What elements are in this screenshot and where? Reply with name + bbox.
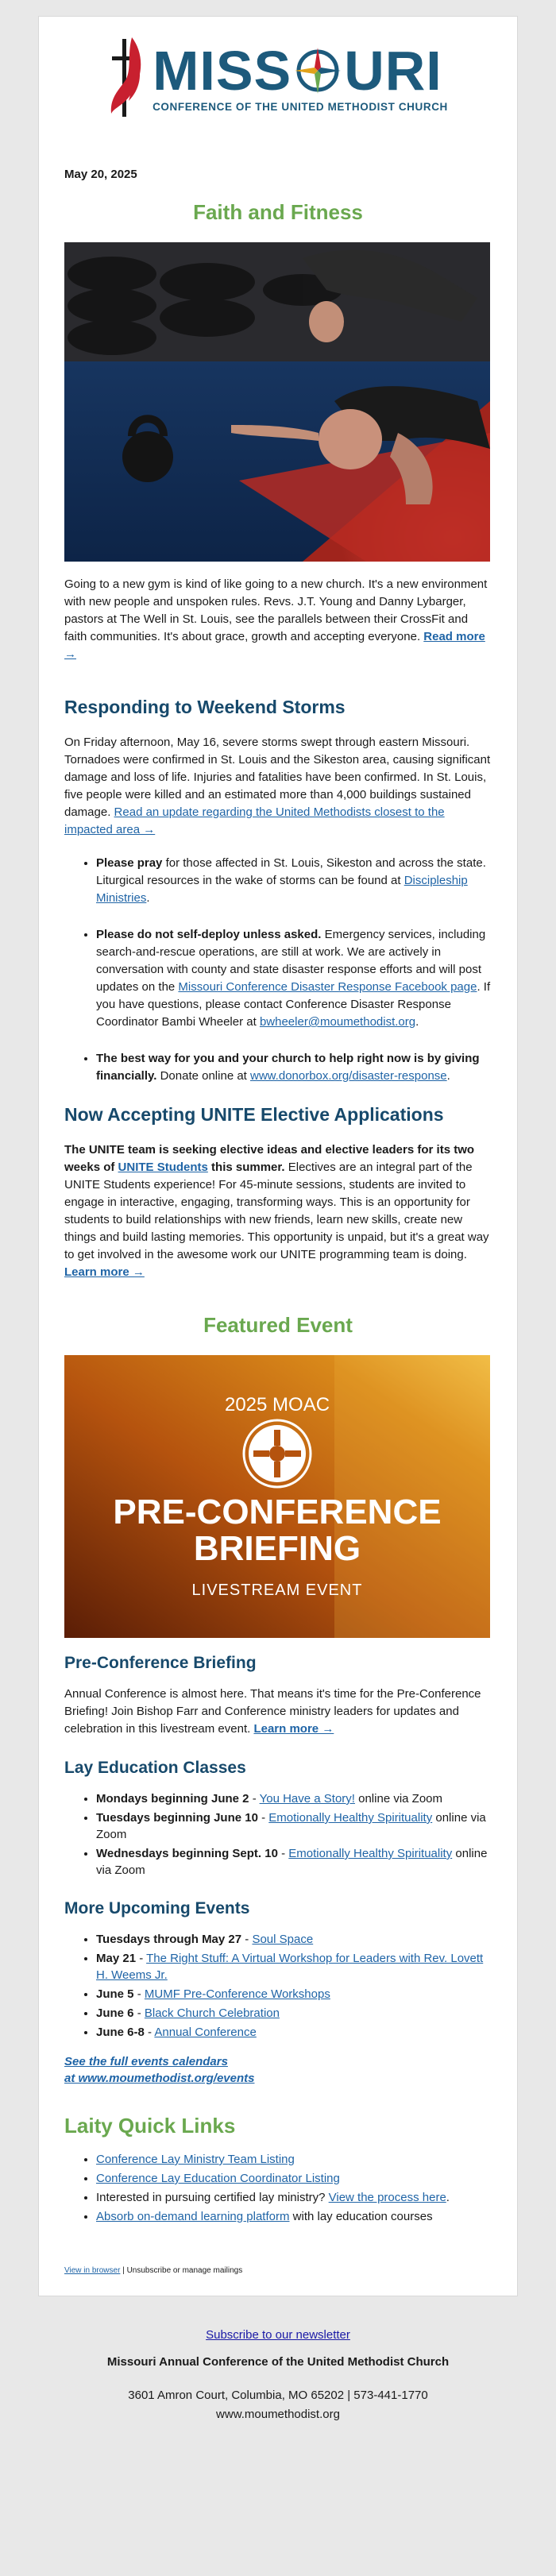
laity-link-item bbox=[96, 2151, 492, 2168]
faith-read-more-link[interactable]: Read more → bbox=[64, 630, 485, 661]
laity-link-pre: Interested in pursuing certified lay ministry? bbox=[96, 2191, 329, 2204]
laity-link-rest: . bbox=[446, 2191, 450, 2204]
laity-link-item bbox=[96, 2170, 492, 2187]
event-link[interactable]: Soul Space bbox=[252, 1933, 314, 1946]
event-link[interactable]: Black Church Celebration bbox=[144, 2006, 280, 2020]
storm-action-item bbox=[96, 926, 492, 1031]
bambi-email-link[interactable]: bwheeler@moumethodist.org bbox=[259, 1015, 416, 1029]
separator: - bbox=[277, 1847, 289, 1860]
laity-link-item bbox=[96, 2189, 492, 2206]
event-item bbox=[96, 1950, 492, 1983]
storm-action-item bbox=[96, 855, 492, 907]
faith-fitness-photo[interactable] bbox=[64, 242, 490, 562]
event-item bbox=[96, 2024, 492, 2041]
event-link[interactable]: Annual Conference bbox=[154, 2026, 257, 2039]
storm-action-text: . bbox=[415, 1015, 419, 1029]
org-address: 3601 Amron Court, Columbia, MO 65202 | 573-441-1770 bbox=[128, 2389, 428, 2402]
storm-actions-list bbox=[64, 855, 492, 1085]
upcoming-events-list bbox=[64, 1931, 492, 2041]
lay-class-date: Mondays beginning June 2 bbox=[96, 1792, 249, 1806]
separator: - bbox=[241, 1933, 253, 1946]
absorb-platform-link[interactable]: Absorb on-demand learning platform bbox=[96, 2210, 290, 2223]
laity-link-item bbox=[96, 2208, 492, 2225]
org-website: www.moumethodist.org bbox=[216, 2408, 340, 2421]
faith-fitness-heading: Faith and Fitness bbox=[193, 200, 363, 224]
logo-letters-miss: MISS bbox=[153, 39, 292, 102]
storm-action-text: Donate online at bbox=[156, 1069, 251, 1083]
lay-class-link[interactable]: You Have a Story! bbox=[259, 1792, 355, 1806]
unite-body: Electives are an integral part of the UNITE Students experience! For 45-minute sessions, students are invited to engage in interactive, engaging, transforming ways. This is an opportunity for students to build relationships with new friends, learn new skills, create new things and build lasting memories. This opportunity is unpaid, but it's a great way to get involved in the awesome work our UNITE programming team is doing. bbox=[64, 1161, 489, 1261]
pre-conference-title: Pre-Conference Briefing bbox=[64, 1654, 257, 1672]
event-item bbox=[96, 1986, 492, 2002]
org-address-block bbox=[0, 2386, 556, 2424]
events-calendar-link[interactable] bbox=[64, 2053, 492, 2087]
banner-line1: 2025 MOAC bbox=[224, 1394, 330, 1415]
conference-logo[interactable] bbox=[108, 34, 448, 123]
logo-brand-sub: CONFERENCE OF THE UNITED METHODIST CHURCH bbox=[153, 100, 448, 113]
compass-rose-icon bbox=[293, 46, 342, 95]
unite-bold-2: this summer. bbox=[207, 1161, 285, 1174]
banner-emblem-icon bbox=[244, 1420, 311, 1487]
logo-letters-uri: URI bbox=[344, 39, 442, 102]
issue-date: May 20, 2025 bbox=[64, 168, 137, 181]
lay-class-date: Tuesdays beginning June 10 bbox=[96, 1811, 258, 1825]
event-link[interactable]: MUMF Pre-Conference Workshops bbox=[144, 1987, 330, 2001]
featured-event-heading: Featured Event bbox=[203, 1313, 353, 1337]
event-date: June 5 bbox=[96, 1987, 134, 2001]
upcoming-events-heading: More Upcoming Events bbox=[64, 1899, 250, 1918]
separator: - bbox=[133, 1987, 145, 2001]
event-link[interactable]: The Right Stuff: A Virtual Workshop for Leaders with Rev. Lovett H. Weems Jr. bbox=[96, 1952, 484, 1982]
event-item bbox=[96, 2005, 492, 2022]
storm-action-text: . bbox=[446, 1069, 450, 1083]
view-in-browser-link[interactable]: View in browser bbox=[64, 2266, 121, 2275]
storm-action-text: Emergency services, including search-and-rescue operations, are still at work. We are actively in conversation with county and state disaster response efforts and will post updates on the bbox=[96, 928, 486, 994]
separator: | bbox=[120, 2266, 127, 2275]
lay-class-item bbox=[96, 1845, 492, 1879]
unite-heading: Now Accepting UNITE Elective Applications bbox=[64, 1104, 444, 1125]
lay-class-item bbox=[96, 1809, 492, 1843]
laity-links-list bbox=[64, 2151, 492, 2225]
separator: - bbox=[136, 1952, 147, 1965]
storms-update-link[interactable]: Read an update regarding the United Methodists closest to the impacted area → bbox=[64, 805, 445, 836]
event-date: May 21 bbox=[96, 1952, 137, 1965]
storm-action-text: . If you have questions, please contact Conference Disaster Response Coordinator Bambi Wheeler at bbox=[96, 980, 491, 1029]
card-footer bbox=[64, 2266, 492, 2275]
unite-students-link[interactable]: UNITE Students bbox=[118, 1161, 208, 1174]
org-name: Missouri Annual Conference of the United Methodist Church bbox=[106, 2355, 450, 2369]
separator: - bbox=[144, 2026, 155, 2039]
unite-text bbox=[64, 1141, 492, 1281]
cross-and-flame-icon bbox=[108, 34, 148, 123]
separator: - bbox=[257, 1811, 269, 1825]
disaster-facebook-link[interactable]: Missouri Conference Disaster Response Facebook page bbox=[178, 980, 477, 994]
logo-wordmark bbox=[153, 39, 448, 113]
banner-line4: LIVESTREAM EVENT bbox=[191, 1582, 363, 1599]
lay-ministry-team-link[interactable]: Conference Lay Ministry Team Listing bbox=[96, 2153, 295, 2166]
event-date: Tuesdays through May 27 bbox=[96, 1933, 242, 1946]
storm-action-bold: Please do not self-deploy unless asked. bbox=[96, 928, 322, 941]
lay-education-coordinator-link[interactable]: Conference Lay Education Coordinator Listing bbox=[96, 2172, 340, 2185]
banner-line3: BRIEFING bbox=[193, 1529, 361, 1568]
header bbox=[64, 17, 492, 141]
faith-fitness-body: Going to a new gym is kind of like going to a new church. It's a new environment with new people and unspoken rules. Revs. J.T. Young and Danny Lybarger, pastors at The Well in St. Louis, see the parallels between their CrossFit and faith communities. It's about grace, growth and accepting everyone. bbox=[64, 577, 488, 643]
storms-text bbox=[64, 734, 492, 839]
logo-brand-main bbox=[153, 39, 448, 102]
lay-education-heading: Lay Education Classes bbox=[64, 1759, 246, 1777]
storms-heading: Responding to Weekend Storms bbox=[64, 697, 346, 717]
event-item bbox=[96, 1931, 492, 1948]
unite-bold-1: The UNITE team is seeking elective ideas and elective leaders for its two weeks of bbox=[64, 1143, 475, 1174]
page-footer bbox=[0, 2296, 556, 2440]
unite-learn-more-link[interactable]: Learn more → bbox=[64, 1265, 145, 1279]
storm-action-item bbox=[96, 1050, 492, 1085]
storm-action-bold: Please pray bbox=[96, 856, 163, 870]
lay-class-date: Wednesdays beginning Sept. 10 bbox=[96, 1847, 278, 1860]
lay-education-list bbox=[64, 1790, 492, 1879]
separator: - bbox=[133, 2006, 145, 2020]
lay-class-link[interactable]: Emotionally Healthy Spirituality bbox=[268, 1811, 433, 1825]
pre-conference-text bbox=[64, 1686, 492, 1738]
lay-class-link[interactable]: Emotionally Healthy Spirituality bbox=[288, 1847, 453, 1860]
lay-class-rest: online via Zoom bbox=[96, 1847, 488, 1877]
events-calendar-line1: See the full events calendars bbox=[64, 2055, 228, 2068]
storm-action-text: for those affected in St. Louis, Sikeston and across the state. Liturgical resources in the wake of storms can be found at bbox=[96, 856, 486, 887]
storms-body: On Friday afternoon, May 16, severe storms swept through eastern Missouri. Tornadoes were confirmed in St. Louis and the Sikeston area, causing significant damage and loss of life. Injuries and fatalities have been confirmed. In St. Louis, five people were killed and an estimated more than 4,000 buildings sustained damage. bbox=[64, 736, 491, 819]
unsubscribe-link[interactable]: Unsubscribe or manage mailings bbox=[126, 2266, 243, 2275]
discipleship-ministries-link[interactable]: Discipleship Ministries bbox=[96, 874, 468, 905]
storm-action-bold: The best way for you and your church to help right now is by giving financially. bbox=[96, 1052, 480, 1083]
view-process-link[interactable]: View the process here bbox=[328, 2191, 446, 2204]
event-date: June 6-8 bbox=[96, 2026, 145, 2039]
pre-conference-learn-more-link[interactable]: Learn more → bbox=[253, 1722, 334, 1736]
laity-links-heading: Laity Quick Links bbox=[64, 2114, 236, 2138]
pre-conference-banner[interactable] bbox=[64, 1355, 490, 1638]
event-date: June 6 bbox=[96, 2006, 134, 2020]
donorbox-link[interactable]: www.donorbox.org/disaster-response bbox=[250, 1069, 447, 1083]
separator: - bbox=[249, 1792, 260, 1806]
newsletter-card bbox=[38, 16, 518, 2296]
subscribe-link[interactable]: Subscribe to our newsletter bbox=[206, 2328, 350, 2342]
events-calendar-line2: at www.moumethodist.org/events bbox=[64, 2072, 255, 2085]
subscribe-row bbox=[0, 2328, 556, 2342]
pre-conference-body: Annual Conference is almost here. That means it's time for the Pre-Conference Briefing! Join Bishop Farr and Conference ministry leaders for updates and celebration in this livestream event. bbox=[64, 1687, 481, 1736]
storm-action-text: . bbox=[146, 891, 150, 905]
faith-fitness-text bbox=[64, 576, 492, 663]
lay-class-item bbox=[96, 1790, 492, 1807]
lay-class-rest: online via Zoom bbox=[354, 1792, 443, 1806]
laity-link-rest: with lay education courses bbox=[289, 2210, 433, 2223]
banner-line2: PRE-CONFERENCE bbox=[113, 1493, 442, 1531]
lay-class-rest: online via Zoom bbox=[96, 1811, 486, 1841]
